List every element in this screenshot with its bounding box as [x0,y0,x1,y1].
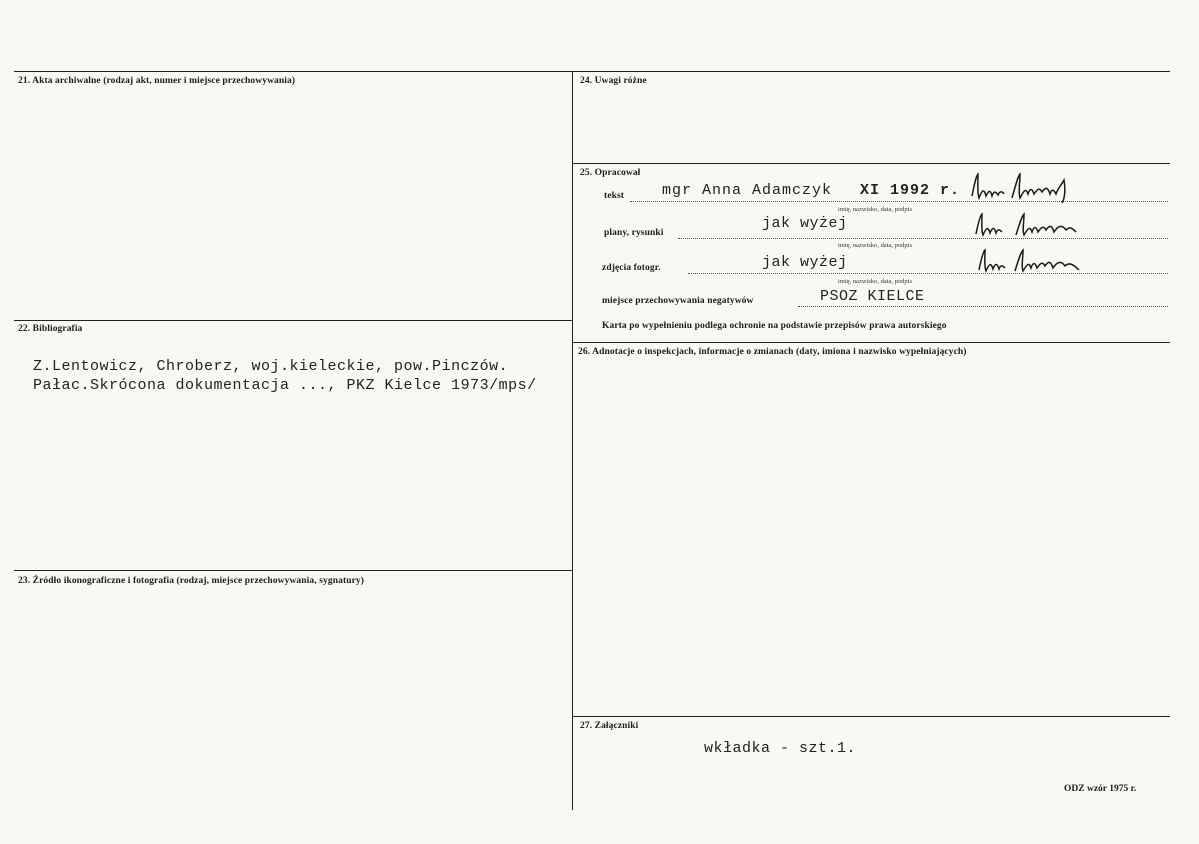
section-21-label: 21. Akta archiwalne (rodzaj akt, numer i miejsce przechowywania) [18,76,296,86]
rule-26 [572,342,1170,343]
signature-1 [968,170,1083,204]
rule-22 [14,320,572,321]
plany-caption: imię, nazwisko, data, podpis [838,242,913,249]
signature-2 [972,210,1087,240]
tekst-label: tekst [604,191,625,201]
copyright-note: Karta po wypełnieniu podlega ochronie na podstawie przepisów prawa autorskiego [602,321,947,331]
zdjecia-dotted-line [688,273,1168,274]
form-version: ODZ wzór 1975 r. [1064,784,1137,794]
section-25-label: 25. Opracował [580,168,641,178]
top-rule [14,71,1170,72]
miejsce-value: PSOZ KIELCE [820,288,925,305]
rule-25 [572,163,1170,164]
plany-value: jak wyżej [762,215,848,232]
signature-3 [975,246,1090,276]
rule-23 [14,570,572,571]
section-24-label: 24. Uwagi różne [580,76,647,86]
plany-label: plany, rysunki [604,228,664,238]
plany-dotted-line [678,238,1168,239]
section-26-label: 26. Adnotacje o inspekcjach, informacje o zmianach (daty, imiona i nazwisko wypełniających) [578,347,967,357]
section-27-label: 27. Załączniki [580,721,639,731]
zdjecia-value: jak wyżej [762,254,848,271]
zdjecia-caption: imię, nazwisko, data, podpis [838,278,913,285]
bibliography-line-1: Z.Lentowicz, Chroberz, woj.kieleckie, pow.Pinczów. [33,358,509,375]
attachments-value: wkładka - szt.1. [704,740,857,757]
zdjecia-label: zdjęcia fotogr. [602,263,661,273]
tekst-author: mgr Anna Adamczyk [662,182,833,199]
center-divider [572,71,573,810]
bibliography-line-2: Pałac.Skrócona dokumentacja ..., PKZ Kielce 1973/mps/ [33,377,537,394]
miejsce-label: miejsce przechowywania negatywów [602,296,754,306]
tekst-date: XI 1992 r. [860,182,961,199]
section-22-label: 22. Bibliografia [18,324,83,334]
tekst-caption: imię, nazwisko, data, podpis [838,206,913,213]
rule-27 [572,716,1170,717]
miejsce-dotted-line [798,306,1168,307]
section-23-label: 23. Źródło ikonograficzne i fotografia (rodzaj, miejsce przechowywania, sygnatury) [18,576,365,586]
tekst-dotted-line [630,201,1168,202]
